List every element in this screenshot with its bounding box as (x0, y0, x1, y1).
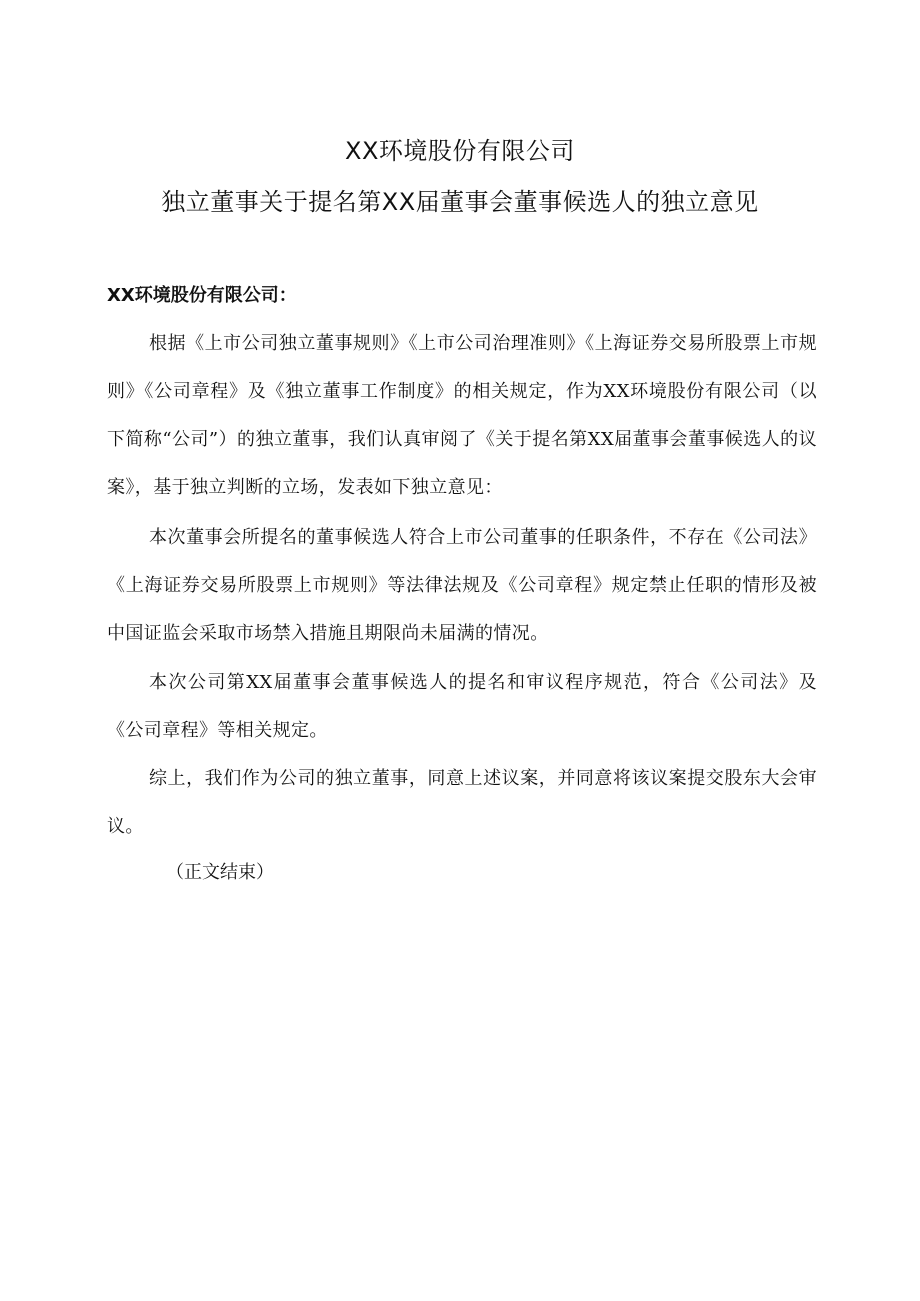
document-subtitle: 独立董事关于提名第XX届董事会董事候选人的独立意见 (161, 188, 759, 216)
salutation: XX环境股份有限公司： (107, 285, 297, 306)
paragraph-legal-basis: 根据《上市公司独立董事规则》《上市公司治理准则》《上海证券交易所股票上市规则》《公司章程》及《独立董事工作制度》的相关规定，作为XX环境股份有限公司（以下简称“公司”）的独立董事，我们认真审阅了《关于提名第XX届董事会董事候选人的议案》，基于独立判断的立场，发表如下独立意见： (107, 333, 817, 498)
paragraph-conclusion: 综上，我们作为公司的独立董事，同意上述议案，并同意将该议案提交股东大会审议。 (107, 768, 817, 837)
paragraph-procedure: 本次公司第XX届董事会董事候选人的提名和审议程序规范，符合《公司法》及《公司章程》等相关规定。 (107, 672, 817, 741)
closing-note: （正文结束） (166, 862, 274, 883)
document-title: XX环境股份有限公司 (345, 137, 575, 165)
paragraph-candidate-qualification: 本次董事会所提名的董事候选人符合上市公司董事的任职条件，不存在《公司法》《上海证券交易所股票上市规则》等法律法规及《公司章程》规定禁止任职的情形及被中国证监会采取市场禁入措施且期限尚未届满的情况。 (107, 527, 817, 644)
